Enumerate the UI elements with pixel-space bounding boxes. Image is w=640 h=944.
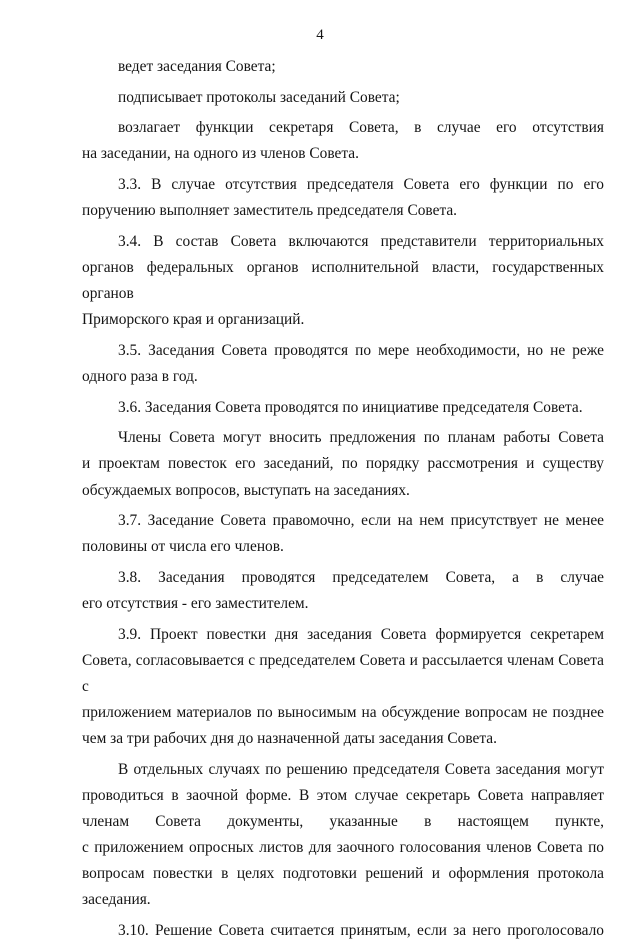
text-line: вопросам повестки в целях подготовки решений и оформления протокола <box>82 865 604 883</box>
text-line: приложением материалов по выносимым на обсуждение вопросам не позднее <box>82 704 604 722</box>
text-line: членам Совета документы, указанные в настоящем пункте, <box>82 813 604 831</box>
paragraph <box>82 425 604 503</box>
text-line: подписывает протоколы заседаний Совета; <box>118 88 400 106</box>
text-line: одного раза в год. <box>82 368 198 385</box>
text-line: заседания. <box>82 891 151 909</box>
paragraph <box>82 115 604 167</box>
paragraph <box>82 918 604 944</box>
text-line: 3.6. Заседания Совета проводятся по инициативе председателя Совета. <box>118 398 583 416</box>
text-line: возлагает функции секретаря Совета, в случае его отсутствия <box>118 119 604 137</box>
text-line: 3.4. В состав Совета включаются представители территориальных <box>118 232 604 250</box>
paragraph <box>82 54 604 80</box>
paragraph <box>82 85 604 111</box>
paragraph <box>82 757 604 914</box>
text-line: 3.7. Заседание Совета правомочно, если на нем присутствует не менее <box>118 512 604 530</box>
text-line: Совета, согласовывается с председателем Совета и рассылается членам Совета с <box>82 651 604 695</box>
text-line: 3.3. В случае отсутствия председателя Совета его функции по его <box>118 176 604 194</box>
paragraph <box>82 338 604 390</box>
text-line: 3.8. Заседания проводятся председателем Совета, а в случае <box>118 569 604 587</box>
text-line: на заседании, на одного из членов Совета. <box>82 145 359 163</box>
text-line: с приложением опросных листов для заочного голосования членов Совета по <box>82 839 604 857</box>
paragraph <box>82 565 604 617</box>
text-line: 3.10. Решение Совета считается принятым, если за него проголосовало <box>118 922 604 940</box>
paragraph <box>82 229 604 333</box>
text-line: чем за три рабочих дня до назначенной даты заседания Совета. <box>82 730 497 748</box>
text-line: ведет заседания Совета; <box>118 58 276 75</box>
text-line: 3.5. Заседания Совета проводятся по мере необходимости, но не реже <box>118 341 604 359</box>
text-line: его отсутствия - его заместителем. <box>82 595 309 613</box>
paragraph <box>82 508 604 560</box>
paragraph <box>82 622 604 752</box>
document-body <box>82 54 604 944</box>
text-line: В отдельных случаях по решению председателя Совета заседания могут <box>118 760 604 778</box>
text-line: половины от числа его членов. <box>82 538 284 556</box>
text-line: 3.9. Проект повестки дня заседания Совета формируется секретарем <box>118 625 604 643</box>
paragraph <box>82 395 604 421</box>
text-line: поручению выполняет заместитель председателя Совета. <box>82 202 458 220</box>
text-line: обсуждаемых вопросов, выступать на заседаниях. <box>82 481 410 499</box>
text-line: проводиться в заочной форме. В этом случае секретарь Совета направляет <box>82 786 604 804</box>
page-number: 4 <box>316 27 324 43</box>
text-line: Члены Совета могут вносить предложения по планам работы Совета <box>118 429 604 447</box>
text-line: и проектам повесток его заседаний, по порядку рассмотрения и существу <box>82 455 604 473</box>
paragraph <box>82 172 604 224</box>
text-line: Приморского края и организаций. <box>82 311 305 329</box>
text-line: органов федеральных органов исполнительной власти, государственных органов <box>82 259 604 303</box>
